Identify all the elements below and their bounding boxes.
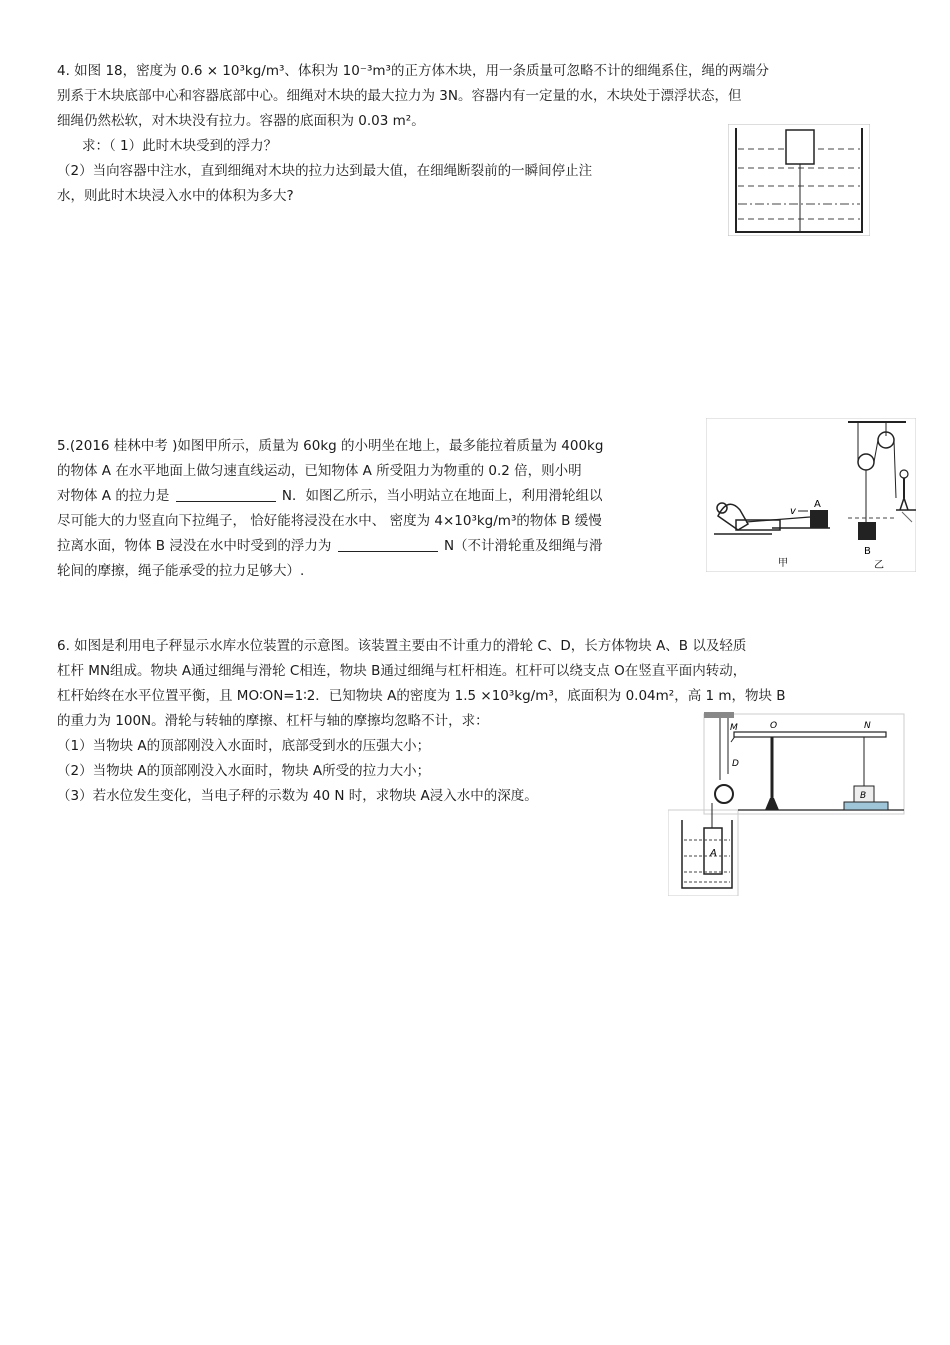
q5-fig-label-b: B (864, 546, 871, 557)
q5-fig-label-yi: 乙 (874, 560, 884, 571)
q6-line-4: 的重力为 100N。滑轮与转轴的摩擦、杠杆与轴的摩擦均忽略不计，求： (57, 713, 489, 729)
q5-line-3-part-b: N．如图乙所示，当小明站立在地面上，利用滑轮组以 (281, 488, 603, 504)
q5-figure-jia (714, 499, 830, 569)
q5-figure-yi (848, 422, 916, 571)
q5-line-5-part-a: 拉离水面，物体 B 浸没在水中时受到的浮力为 (57, 538, 332, 554)
q4-line-3: 细绳仍然松软，对木块没有拉力。容器的底面积为 0.03 m²。 (57, 113, 425, 129)
q6-line-3: 杠杆始终在水平位置平衡，且 MO∶ON=1∶2．已知物块 A的密度为 1.5 ×10³kg/m³，底面积为 0.04m²，高 1 m，物块 B (57, 688, 786, 704)
q5-line-3-part-a: 对物体 A 的拉力是 (57, 488, 170, 504)
q6-line-5: （1）当物块 A的顶部刚没入水面时，底部受到水的压强大小； (57, 738, 431, 754)
q6-fig-label-a: A (710, 848, 717, 859)
q6-fig-label-o: O (770, 721, 778, 731)
q5-line-4: 尽可能大的力竖直向下拉绳子， 恰好能将浸没在水中、 密度为 4×10³kg/m³的物体 B 缓慢 (57, 513, 602, 529)
q5-line-3 (57, 487, 603, 505)
q4-line-4: 求：（ 1）此时木块受到的浮力？ (82, 138, 278, 154)
q6-line-2: 杠杆 MN组成。物块 A通过细绳与滑轮 C相连，物块 B通过细绳与杠杆相连。杠杆可以绕支点 O在竖直平面内转动， (57, 663, 747, 679)
q5-answer-blank-1[interactable] (176, 487, 276, 502)
q5-line-2: 的物体 A 在水平地面上做匀速直线运动，已知物体 A 所受阻力为物重的 0.2 倍，则小明 (57, 463, 582, 479)
q5-fig-label-jia: 甲 (778, 558, 788, 569)
q6-pulley-c (715, 785, 733, 803)
q5-line-1: 5.(2016 桂林中考 )如图甲所示，质量为 60kg 的小明坐在地上，最多能拉着质量为 400kg (57, 438, 604, 454)
q6-figure (668, 710, 906, 896)
q4-line-6: 水，则此时木块浸入水中的体积为多大? (57, 188, 294, 204)
q6-electronic-scale (844, 802, 888, 810)
q6-fig-label-d: D (732, 759, 739, 769)
q4-line-1: 4. 如图 18，密度为 0.6 × 10³kg/m³、体积为 10⁻³m³的正方体木块，用一条质量可忽略不计的细绳系住，绳的两端分 (57, 63, 769, 79)
q5-answer-blank-2[interactable] (338, 537, 438, 552)
q4-line-2: 别系于木块底部中心和容器底部中心。细绳对木块的最大拉力为 3N。容器内有一定量的水，木块处于漂浮状态，但 (57, 88, 742, 104)
q6-line-1: 6. 如图是利用电子秤显示水库水位装置的示意图。该装置主要由不计重力的滑轮 C、D，长方体物块 A、B 以及轻质 (57, 638, 747, 654)
q5-line-6: 轮间的摩擦，绳子能承受的拉力足够大）. (57, 563, 305, 579)
q6-fig-label-m: M (730, 723, 738, 733)
q5-movable-pulley (858, 454, 874, 470)
q6-line-6: （2）当物块 A的顶部刚没入水面时，物块 A所受的拉力大小； (57, 763, 431, 779)
q6-fig-label-b: B (860, 791, 867, 801)
q5-line-5-part-b: N（不计滑轮重及细绳与滑 (443, 538, 603, 554)
q5-line-5 (57, 537, 603, 555)
q5-fig-label-v: v (790, 506, 796, 517)
q4-container-figure (728, 124, 870, 236)
q6-fig-label-n: N (864, 721, 871, 731)
q5-figure (706, 418, 916, 572)
q4-line-5: （2）当向容器中注水，直到细绳对木块的拉力达到最大值，在细绳断裂前的一瞬间停止注 (57, 163, 593, 179)
q6-line-7: （3）若水位发生变化，当电子秤的示数为 40 N 时，求物块 A浸入水中的深度。 (57, 788, 538, 804)
q6-lever-mn (734, 732, 886, 737)
q5-fig-label-a: A (814, 499, 821, 510)
